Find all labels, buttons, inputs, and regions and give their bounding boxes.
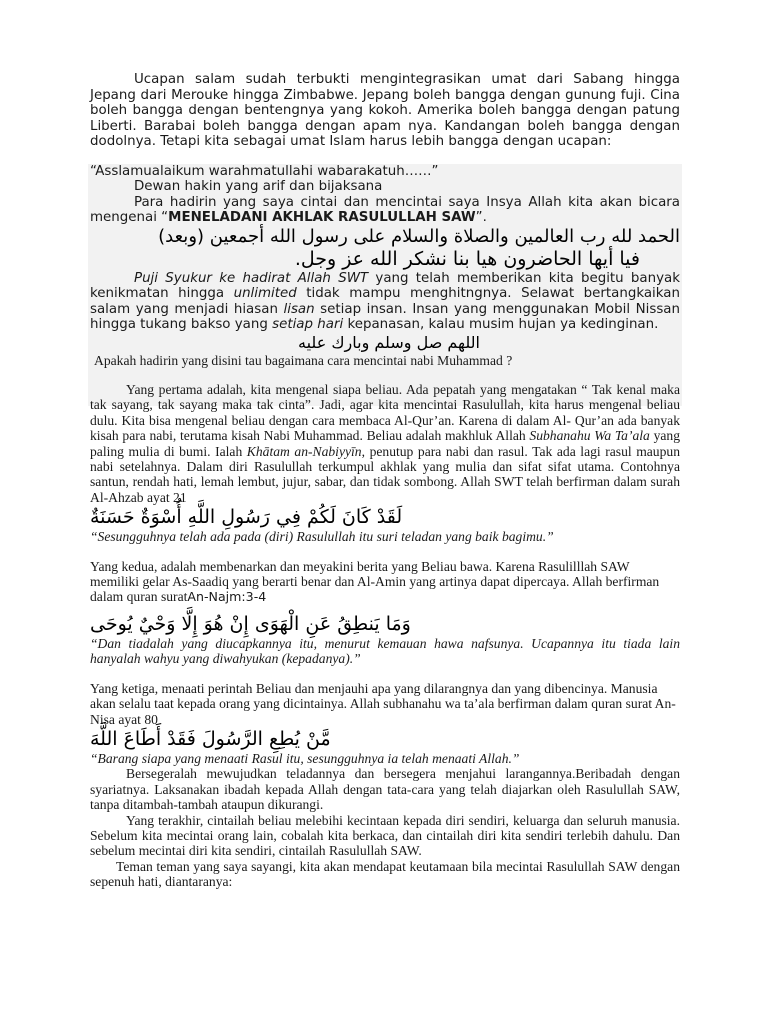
hadirin-greeting xyxy=(90,195,680,226)
first-way-khatam: Khātam an-Nabiyyīn xyxy=(246,443,362,459)
first-way-text-3: , penutup para nabi dan rasul. Tak ada lagi rasul maupun nabi setelahnya. Dalam diri Rasulullah terkumpul akhlak yang mulia dan sifat sifat utama. Contohnya santun, rendah hati, lemah lembut, jujur, sabar, dan tidak sombong. Allah SWT telah berfirman dalam surah Al-Ahzab ayat 21 xyxy=(90,443,680,505)
first-way-subhanahu: Subhanahu Wa Ta’ala xyxy=(529,428,650,444)
bersegeralah-paragraph: Bersegeralah mewujudkan teladannya dan bersegera menjahui larangannya.Beribadah dengan syariatnya. Laksanakan ibadah kepada Allah dengan tata-cara yang telah diajarkan oleh Rasulullah SAW, tanpa ditambah-tambah ataupun dikurangi. xyxy=(90,766,680,813)
spacer xyxy=(90,545,680,559)
first-way-text-2: yang paling mulia di bumi. Ialah xyxy=(90,428,680,459)
syukur-paragraph xyxy=(90,271,680,333)
ayat-al-ahzab-translation: “Sesungguhnya telah ada pada (diri) Rasulullah itu suri teladan yang baik bagimu.” xyxy=(90,529,554,545)
surah-reference: An-Najm:3-4 xyxy=(187,589,267,605)
syukur-lisan: lisan xyxy=(283,301,315,317)
dewan-greeting: Dewan hakin yang arif dan bijaksana xyxy=(134,179,383,194)
syukur-text-1: yang telah memberikan kita begitu banyak kenikmatan hingga xyxy=(90,270,680,301)
hadirin-text: Para hadirin yang saya cintai dan mencintai saya Insya Allah kita akan bicara mengenai “ xyxy=(90,194,680,225)
third-way-paragraph: Yang ketiga, menaati perintah Beliau dan menjauhi apa yang dilarangnya dan yang dibencinya. Manusia akan selalu taat kepada orang yang dicintainya. Allah subhanahu wa ta’ala berfirman dalam quran surat An-Nisa ayat 80 xyxy=(90,680,676,727)
arabic-shalawat: اللهم صل وسلم وبارك عليه xyxy=(298,332,480,352)
question-line: Apakah hadirin yang disini tau bagaimana cara mencintai nabi Muhammad ? xyxy=(94,352,513,368)
hadirin-end: ”. xyxy=(475,210,487,225)
syukur-text-2: tidak mampu menghitngnya. Selawat bertangkaikan salam yang menjadi hiasan xyxy=(90,286,680,317)
closing-paragraph: Teman teman yang saya sayangi, kita akan mendapat keutamaan bila mecintai Rasulullah SAW dengan sepenuh hati, diantaranya: xyxy=(90,858,680,890)
second-way-text: Yang kedua, adalah membenarkan dan meyakini berita yang Beliau bawa. Karena Rasulilllah SAW memiliki gelar As-Saadiq yang berarti benar dan Al-Amin yang artinya dapat dipercaya. Allah berfirman dalam quran surat xyxy=(90,558,660,605)
ayat-an-nisa-translation: “Barang siapa yang menaati Rasul itu, sesungguhnya ia telah menaati Allah.” xyxy=(90,750,520,766)
ayat-al-ahzab: لَقَدْ كَانَ لَكُمْ فِي رَسُولِ اللَّهِ أُسْوَةٌ حَسَنَةٌ xyxy=(90,506,403,529)
speech-document xyxy=(90,72,680,890)
salam-greeting: “Asslamualaikum warahmatullahi wabarakatuh……” xyxy=(90,163,439,179)
spacer xyxy=(90,368,680,382)
arabic-address: فيا أيها الحاضرون هيا بنا نشكر الله عز وجل. xyxy=(294,247,640,270)
second-way-paragraph xyxy=(90,559,680,605)
opening-paragraph: Ucapan salam sudah terbukti mengintegrasikan umat dari Sabang hingga Jepang dari Merouke hingga Zimbabwe. Jepang boleh bangga dengan gunung fuji. Cina boleh bangga dengan bentengnya yang kokoh. Amerika boleh bangga dengan patung Liberti. Barabai boleh bangga dengan apam nya. Kandangan boleh bangga dengan dodolnya. Tetapi kita sebagai umat Islam harus lebih bangga dengan ucapan: xyxy=(90,72,680,149)
spacer xyxy=(90,605,680,612)
first-way-text-1: Yang pertama adalah, kita mengenal siapa beliau. Ada pepatah yang mengatakan “ Tak kenal maka tak sayang, tak sayang maka tak cinta”. Jadi, agar kita mencintai Rasulullah, kita harus mengenal beliau dulu. Kita bisa mengenal beliau dengan cara membaca Al-Qur’an. Karena di dalam Al- Qur’an ada banyak kisah para nabi, terutama kisah Nabi Muhammad. Beliau adalah makhluk Allah xyxy=(90,381,680,444)
spacer xyxy=(90,667,680,681)
ayat-an-nisa: مَّنْ يُطِعِ الرَّسُولَ فَقَدْ أَطَاعَ اللَّهَ xyxy=(90,727,331,750)
syukur-text-3: setiap insan. Insan yang menggunakan Mobil Nissan hingga tukang bakso yang xyxy=(90,301,680,332)
last-way-paragraph: Yang terakhir, cintailah beliau melebihi kecintaan kepada diri sendiri, keluarga dan seluruh manusia. Sebelum kita mecintai orang lain, cobalah kita berkaca, dan cintailah diri kita sendiri terlebih dahulu. Dan sebelum mecintai diri kita sendiri, cintailah Rasulullah SAW. xyxy=(90,812,680,859)
syukur-unlimited: unlimited xyxy=(233,286,297,301)
ayat-an-najm-translation: “Dan tiadalah yang diucapkannya itu, menurut kemauan hawa nafsunya. Ucapannya itu tiada lain hanyalah wahyu yang diwahyukan (kepadanya).” xyxy=(90,635,680,667)
spacer xyxy=(90,150,680,164)
first-way-paragraph xyxy=(90,382,680,505)
syukur-setiap-hari: setiap hari xyxy=(272,317,344,332)
arabic-hamdalah: الحمد لله رب العالمين والصلاة والسلام على رسول الله أجمعين (وبعد) xyxy=(158,225,680,247)
speech-topic: MENELADANI AKHLAK RASULULLAH SAW xyxy=(168,210,476,225)
syukur-text-4: kepanasan, kalau musim hujan ya kedinginan. xyxy=(343,317,659,332)
ayat-an-najm: وَمَا يَنطِقُ عَنِ الْهَوَى إِنْ هُوَ إِلَّا وَحْيٌ يُوحَى xyxy=(90,612,411,635)
syukur-italic: Puji Syukur ke hadirat Allah SWT xyxy=(134,270,369,286)
